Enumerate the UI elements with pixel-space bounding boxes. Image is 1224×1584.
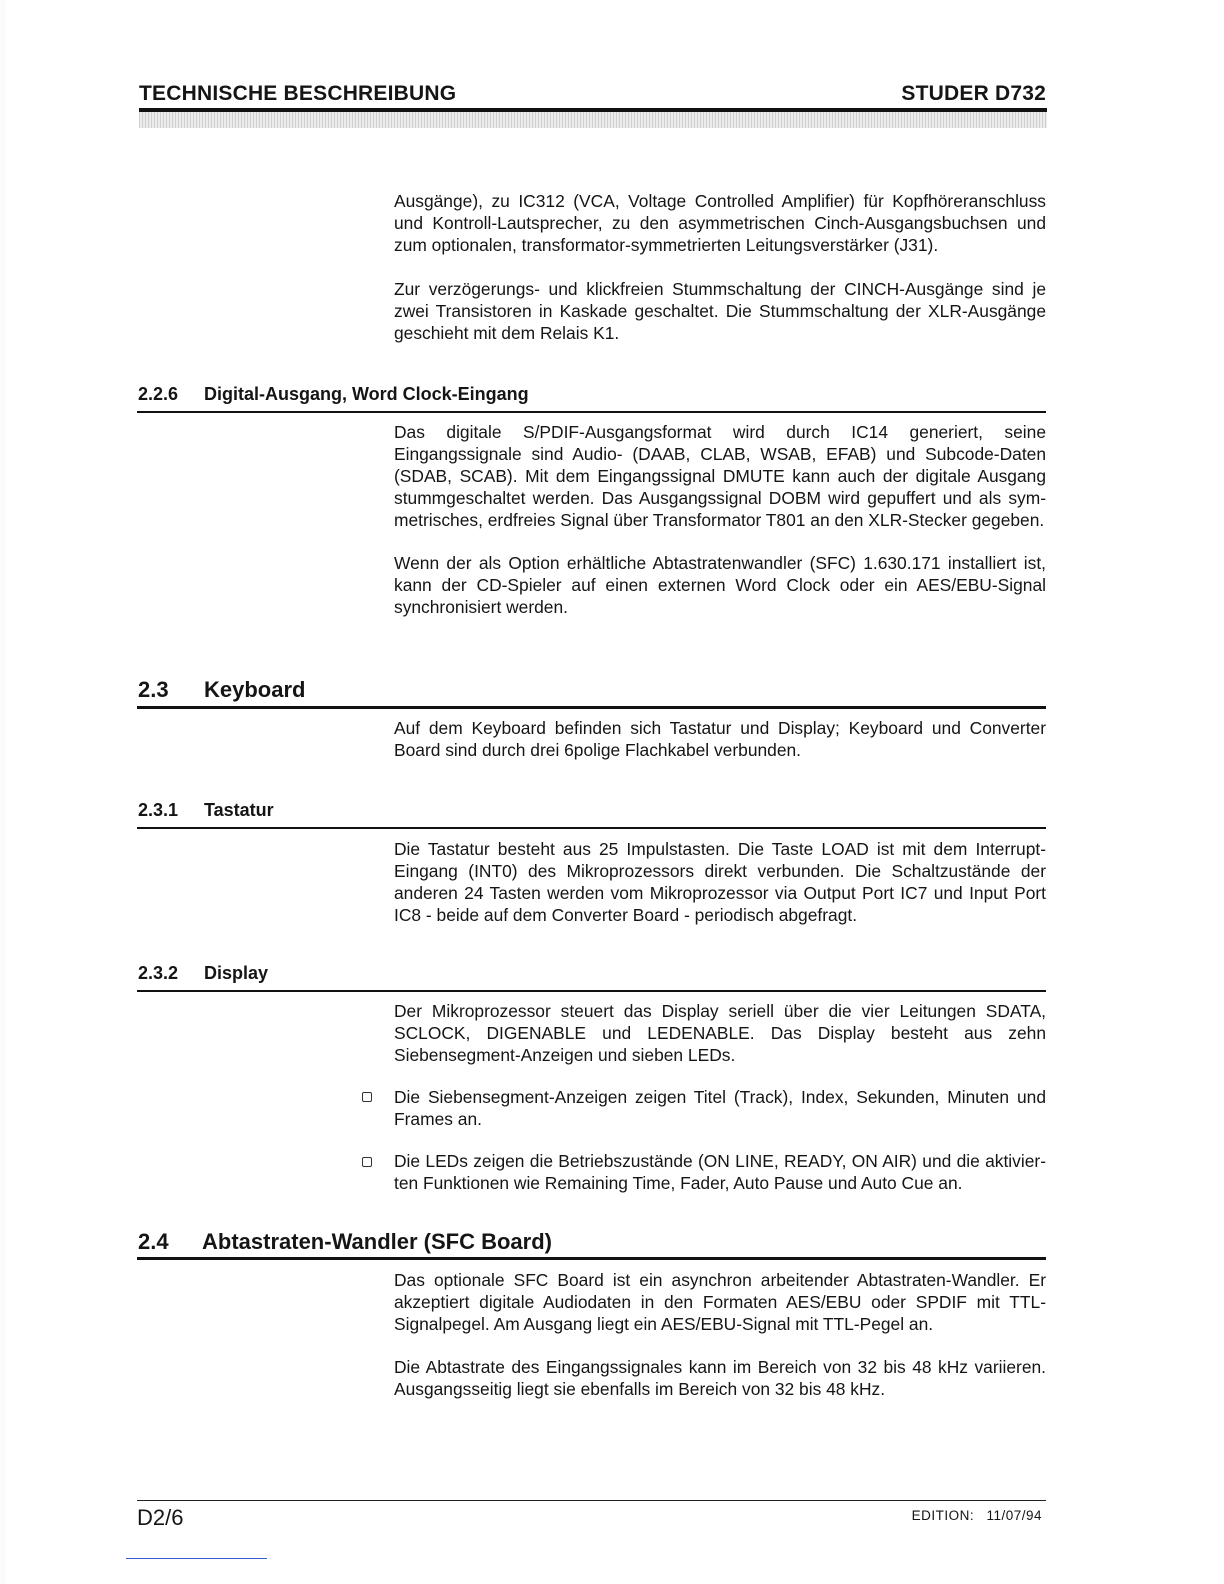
edition-date: 11/07/94: [986, 1508, 1042, 1523]
section-2-3-number: 2.3: [138, 677, 169, 702]
header-product: STUDER D732: [901, 82, 1046, 105]
section-2-4-paragraph-1: Das optionale SFC Board ist ein asynchron arbeitender Abtastraten-Wandler. Er akzeptiert digitale Audiodaten in den Formaten AES/EBU oder SPDIF mit TTL-Signalpegel. Am Ausgang liegt ein AES/EBU-Signal mit TTL-Pegel an.: [394, 1270, 1046, 1334]
edition-label: EDITION:: [911, 1508, 975, 1523]
section-2-4-paragraph-2: Die Abtastrate des Eingangssignales kann im Bereich von 32 bis 48 kHz variieren. Ausgangsseitig liegt sie ebenfalls im Bereich von 32 bis 48 kHz.: [394, 1357, 1046, 1399]
section-2-3-2-paragraph-1: Der Mikroprozessor steuert das Display seriell über die vier Leitungen SDATA, SCLOCK, DIGENABLE und LEDENABLE. Das Display besteht aus zehn Siebensegment-Anzeigen und sieben LEDs.: [394, 1001, 1046, 1065]
section-2-3-2-bullet-1: Die Siebensegment-Anzeigen zeigen Titel (Track), Index, Sekunden, Minuten und Frames an.: [394, 1087, 1046, 1129]
section-2-3-1-rule: [137, 827, 1046, 829]
scan-edge: [0, 0, 6, 1584]
section-2-2-6-paragraph-1: Das digitale S/PDIF-Ausgangsformat wird durch IC14 generiert, seine Eingangssignale sind Audio- (DAAB, CLAB, WSAB, EFAB) und Subcode-Daten (SDAB, SCAB). Mit dem Eingangssignal DMUTE kann auch der digitale Ausgang stummgeschaltet werden. Das Ausgangssignal DOBM wird gepuffert und als sym-metrisches, erdfreies Signal über Transformator T801 an den XLR-Stecker gegeben.: [394, 422, 1046, 530]
section-2-3-paragraph-1: Auf dem Keyboard befinden sich Tastatur und Display; Keyboard und Converter Board sind durch drei 6polige Flachkabel verbunden.: [394, 718, 1046, 760]
section-2-4-title: Abtastraten-Wandler (SFC Board): [202, 1229, 552, 1254]
bottom-link-underline: [126, 1558, 267, 1559]
section-2-3-1-title: Tastatur: [204, 800, 274, 820]
section-2-3-2-bullet-2: Die LEDs zeigen die Betriebszustände (ON LINE, READY, ON AIR) und die aktivier-ten Funktionen wie Remaining Time, Fader, Auto Pause und Auto Cue an.: [394, 1151, 1046, 1193]
section-2-2-6-paragraph-2: Wenn der als Option erhältliche Abtastratenwandler (SFC) 1.630.171 installiert ist, kann der CD-Spieler auf einen externen Word Clock oder ein AES/EBU-Signal synchronisiert werden.: [394, 553, 1046, 617]
section-2-3-2-title: Display: [204, 963, 269, 983]
section-2-3-2-number: 2.3.2: [138, 963, 179, 983]
section-2-3-rule: [137, 706, 1046, 709]
section-2-3-title: Keyboard: [204, 677, 306, 702]
section-2-2-6-rule: [137, 411, 1046, 413]
section-2-4-number: 2.4: [138, 1229, 169, 1254]
section-2-3-1-number: 2.3.1: [138, 800, 179, 820]
section-2-3-1-paragraph-1: Die Tastatur besteht aus 25 Impulstasten. Die Taste LOAD ist mit dem Interrupt-Eingang (INT0) des Mikroprozessors direkt verbunden. Die Schaltzustände der anderen 24 Tasten werden vom Mikroprozessor via Output Port IC7 und Input Port IC8 - beide auf dem Converter Board - periodisch abgefragt.: [394, 839, 1046, 925]
bullet-checkbox-icon: [362, 1157, 372, 1167]
intro-paragraph-2: Zur verzögerungs- und klickfreien Stummschaltung der CINCH-Ausgänge sind je zwei Transistoren in Kaskade geschaltet. Die Stummschaltung der XLR-Ausgänge geschieht mit dem Relais K1.: [394, 279, 1046, 343]
section-2-2-6-title: Digital-Ausgang, Word Clock-Eingang: [204, 384, 529, 404]
header-rule: [139, 108, 1047, 128]
page-number: D2/6: [137, 1505, 184, 1530]
edition-info: [912, 1508, 1042, 1523]
intro-paragraph-1: Ausgänge), zu IC312 (VCA, Voltage Controlled Amplifier) für Kopfhöreranschluss und Kontroll-Lautsprecher, zu den asymmetrischen Cinch-Ausgangsbuchsen und zum optionalen, transformator-symmetrierten Leitungsverstärker (J31).: [394, 191, 1046, 255]
section-2-3-2-rule: [137, 990, 1046, 992]
header-title: TECHNISCHE BESCHREIBUNG: [139, 82, 457, 105]
section-2-2-6-number: 2.2.6: [138, 384, 179, 404]
section-2-4-rule: [137, 1257, 1046, 1260]
bullet-checkbox-icon: [362, 1092, 372, 1102]
footer-rule: [137, 1500, 1046, 1501]
